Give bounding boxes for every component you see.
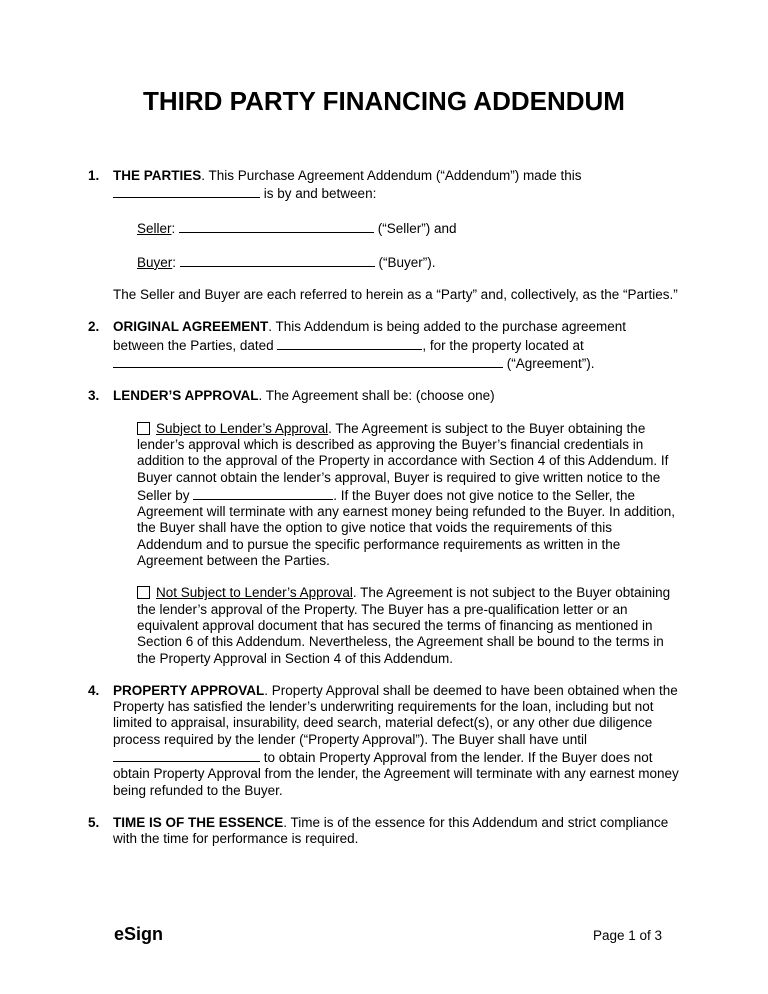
section-heading: THE PARTIES bbox=[113, 168, 202, 183]
section-content bbox=[113, 815, 680, 864]
paragraph-text: to obtain Property Approval from the lender. If the Buyer does not obtain Property Approval from the lender, the Agreement will terminate with any earnest money being refunded to the Buyer. bbox=[113, 750, 679, 798]
paragraph-text: . Time is of the essence for this Addendum and strict compliance with the time for performance is required. bbox=[113, 814, 669, 847]
property-approval-deadline-blank[interactable] bbox=[113, 748, 260, 762]
section-heading: PROPERTY APPROVAL bbox=[113, 682, 265, 698]
section-number: 1. bbox=[88, 168, 100, 183]
buyer-label: Buyer bbox=[137, 254, 173, 270]
paragraph-text: is by and between: bbox=[260, 186, 377, 202]
paragraph-text: . The Agreement is subject to the Buyer obtaining the lender’s approval which is described as approving the Buyer’s financial credentials in addition to the approval of the Property in accordance with Section 4 of this Addendum. If Buyer cannot obtain the lender’s approval, Buyer is required to give written notice to the Seller by bbox=[137, 420, 669, 503]
parties-note-paragraph: The Seller and Buyer are each referred to herein as a “Party” and, collectively, as the “Parties.” bbox=[113, 287, 678, 303]
option-subject-label: Subject to Lender’s Approval bbox=[156, 420, 329, 436]
option-not-subject-paragraph bbox=[137, 585, 680, 666]
property-approval-paragraph bbox=[113, 683, 680, 799]
seller-separator: : bbox=[171, 220, 180, 236]
paragraph-text: . This Purchase Agreement Addendum (“Addendum”) made this bbox=[201, 168, 582, 183]
option-not-subject-label: Not Subject to Lender’s Approval bbox=[156, 585, 353, 601]
section-number: 2. bbox=[88, 319, 100, 335]
esign-logo: eSign bbox=[114, 924, 164, 944]
section-the-parties bbox=[88, 168, 680, 319]
parties-intro-paragraph bbox=[113, 168, 680, 203]
section-content bbox=[113, 168, 680, 319]
section-property-approval bbox=[88, 683, 680, 815]
section-number: 5. bbox=[88, 814, 100, 830]
paragraph-text: . If the Buyer does not give notice to the Seller, the Agreement will terminate with any earnest money being refunded to the Buyer. In addition, the Buyer shall have the option to give notice that voids the requirements of this Addendum and to pursue the specific performance requirements as written in the Agreement between the Parties. bbox=[137, 487, 676, 569]
section-content bbox=[113, 319, 680, 388]
seller-line bbox=[137, 219, 680, 237]
not-subject-to-approval-checkbox[interactable] bbox=[137, 586, 150, 599]
seller-name-blank[interactable] bbox=[179, 219, 374, 233]
seller-label: Seller bbox=[137, 220, 172, 236]
agreement-date-blank[interactable] bbox=[277, 336, 422, 350]
section-time-is-of-the-essence bbox=[88, 815, 680, 864]
section-number: 4. bbox=[88, 682, 100, 698]
time-essence-paragraph bbox=[113, 815, 680, 848]
paragraph-text: (“Buyer”). bbox=[374, 254, 436, 270]
section-original-agreement bbox=[88, 319, 680, 388]
section-number: 3. bbox=[88, 388, 100, 404]
paragraph-text: . Property Approval shall be deemed to have been obtained when the Property has satisfied the lender’s underwriting requirements for the loan, including but not limited to appraisal, insurability, deed search, material defect(s), or any other due diligence process required by the lender (“Property Approval”). The Buyer shall have until bbox=[113, 682, 678, 747]
paragraph-text: . The Agreement is not subject to the Buyer obtaining the lender’s approval of the Property. The Buyer has a pre-qualification letter or an equivalent approval document that has secured the terms of financing as mentioned in Section 6 of this Addendum. Nevertheless, the Agreement shall be bound to the terms in the Property Approval in Section 4 of this Addendum. bbox=[137, 585, 671, 666]
section-lenders-approval bbox=[88, 388, 680, 682]
buyer-line bbox=[137, 253, 680, 271]
paragraph-text: (“Agreement”). bbox=[503, 356, 595, 372]
subject-to-approval-checkbox[interactable] bbox=[137, 422, 150, 435]
section-heading: ORIGINAL AGREEMENT bbox=[113, 319, 269, 335]
buyer-name-blank[interactable] bbox=[180, 253, 375, 267]
notice-date-blank[interactable] bbox=[193, 486, 333, 500]
paragraph-text: (“Seller”) and bbox=[374, 220, 457, 236]
document-body bbox=[88, 168, 680, 864]
lenders-approval-paragraph bbox=[113, 388, 680, 404]
section-content bbox=[113, 683, 680, 815]
page-number: Page 1 of 3 bbox=[592, 928, 662, 943]
execution-date-blank[interactable] bbox=[113, 184, 260, 198]
page-footer bbox=[114, 924, 662, 945]
original-agreement-paragraph bbox=[113, 319, 680, 372]
buyer-separator: : bbox=[172, 254, 180, 270]
section-heading: TIME IS OF THE ESSENCE bbox=[113, 814, 284, 830]
paragraph-text: , for the property located at bbox=[422, 337, 584, 353]
option-subject-paragraph bbox=[137, 421, 680, 570]
property-address-blank[interactable] bbox=[113, 354, 503, 368]
paragraph-text: . This Addendum is being added to the purchase agreement between the Parties, dated bbox=[113, 319, 627, 353]
document-title: THIRD PARTY FINANCING ADDENDUM bbox=[143, 86, 625, 116]
section-content bbox=[113, 388, 680, 682]
paragraph-text: . The Agreement shall be: (choose one) bbox=[258, 388, 495, 404]
section-heading: LENDER’S APPROVAL bbox=[113, 388, 259, 404]
